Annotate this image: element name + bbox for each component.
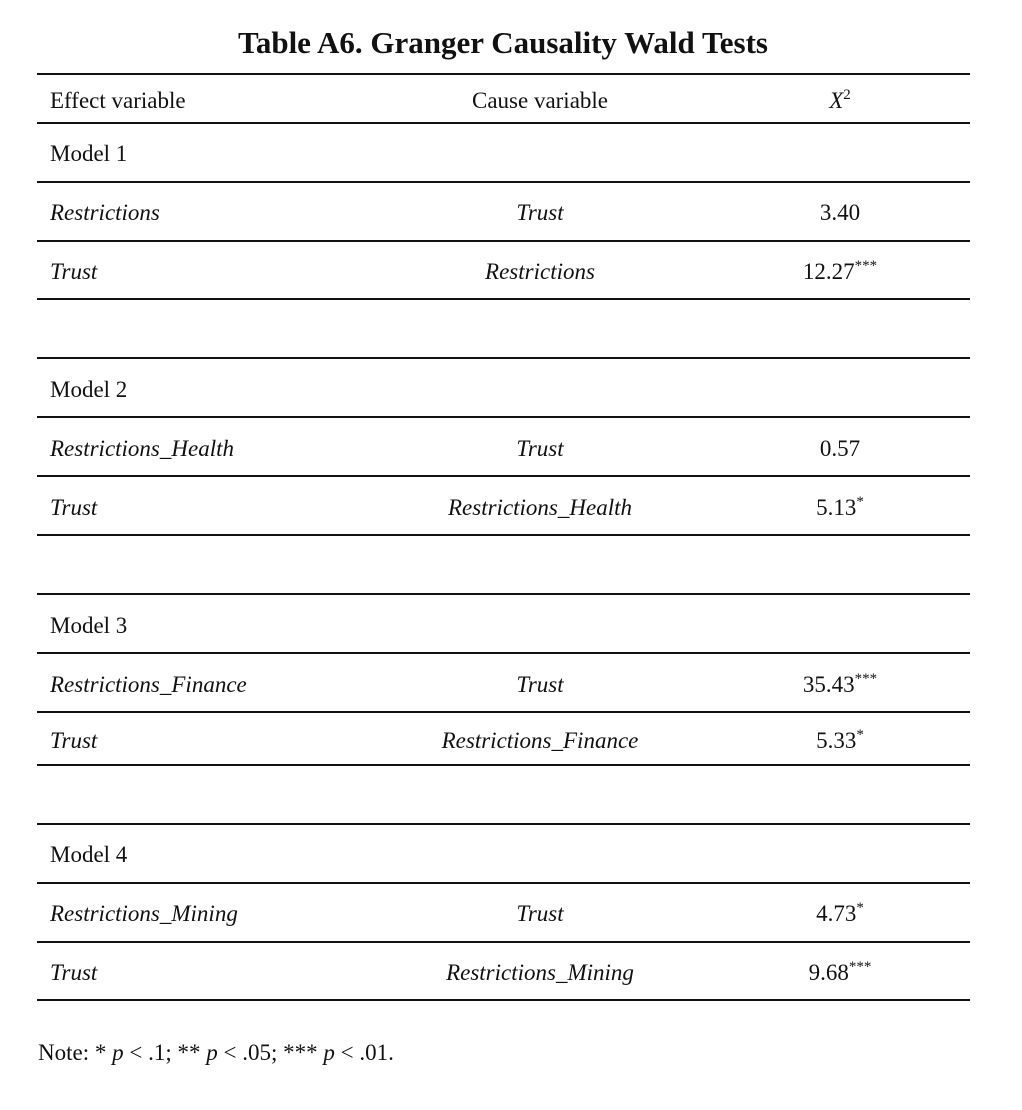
chi-square-cell	[740, 198, 940, 228]
cause-variable-cell: Trust	[516, 200, 564, 225]
chi-square-value: 9.68	[808, 960, 849, 985]
section-rule	[37, 357, 970, 359]
model-rule	[37, 181, 970, 183]
model-rule	[37, 882, 970, 884]
effect-variable-cell: Trust	[50, 495, 98, 520]
table-note	[38, 1038, 394, 1068]
cause-variable-cell: Trust	[516, 901, 564, 926]
significance-stars: *	[856, 494, 864, 510]
note-p: p	[323, 1040, 335, 1065]
chi-square-cell	[740, 726, 940, 756]
cause-variable-cell: Restrictions_Finance	[441, 728, 639, 753]
cause-variable-cell: Restrictions_Mining	[446, 960, 634, 985]
top-rule	[37, 73, 970, 75]
cause-variable-cell: Trust	[516, 436, 564, 461]
note-threshold: < .1; **	[123, 1040, 207, 1065]
chi-superscript: 2	[843, 87, 851, 103]
effect-variable-cell: Restrictions	[50, 200, 160, 225]
effect-variable-cell: Restrictions_Health	[50, 436, 234, 461]
cause-variable-cell: Restrictions_Health	[448, 495, 632, 520]
chi-square-value: 3.40	[819, 200, 861, 225]
header-chi-square	[740, 86, 940, 116]
effect-variable-cell: Trust	[50, 960, 98, 985]
note-prefix: Note: *	[38, 1040, 113, 1065]
effect-variable-cell: Trust	[50, 728, 98, 753]
chi-square-value: 5.33	[816, 728, 857, 753]
chi-square-value: 35.43	[802, 672, 855, 697]
model-rule	[37, 652, 970, 654]
cause-variable-cell: Restrictions	[485, 259, 595, 284]
chi-square-cell	[740, 493, 940, 523]
chi-square-cell	[740, 899, 940, 929]
model-label: Model 1	[50, 141, 128, 166]
chi-square-cell	[740, 434, 940, 464]
row-rule	[37, 711, 970, 713]
chi-square-value: 5.13	[816, 495, 857, 520]
chi-square-value: 0.57	[819, 436, 861, 461]
note-p: p	[206, 1040, 218, 1065]
effect-variable-cell: Restrictions_Mining	[50, 901, 238, 926]
note-threshold: < .05; ***	[217, 1040, 324, 1065]
model-label: Model 4	[50, 842, 128, 867]
effect-variable-cell: Restrictions_Finance	[50, 672, 247, 697]
chi-square-value: 12.27	[802, 259, 855, 284]
chi-square-value: 4.73	[816, 901, 857, 926]
header-cause-variable: Cause variable	[471, 88, 609, 113]
effect-variable-cell: Trust	[50, 259, 98, 284]
significance-stars: ***	[854, 258, 878, 274]
row-rule	[37, 475, 970, 477]
significance-stars: *	[856, 900, 864, 916]
chi-square-cell	[740, 958, 940, 988]
section-rule	[37, 823, 970, 825]
bottom-rule	[37, 999, 970, 1001]
row-rule	[37, 941, 970, 943]
header-effect-variable: Effect variable	[50, 88, 186, 113]
significance-stars: *	[856, 727, 864, 743]
significance-stars: ***	[848, 959, 872, 975]
chi-square-cell	[740, 670, 940, 700]
row-rule	[37, 764, 970, 766]
chi-symbol: X	[829, 88, 844, 113]
model-label: Model 2	[50, 377, 128, 402]
note-p: p	[112, 1040, 124, 1065]
cause-variable-cell: Trust	[516, 672, 564, 697]
model-rule	[37, 416, 970, 418]
table-title: Table A6. Granger Causality Wald Tests	[238, 25, 768, 60]
section-rule	[37, 593, 970, 595]
row-rule	[37, 534, 970, 536]
row-rule	[37, 298, 970, 300]
significance-stars: ***	[854, 671, 878, 687]
chi-square-cell	[740, 257, 940, 287]
note-threshold: < .01.	[334, 1040, 394, 1065]
header-rule	[37, 122, 970, 124]
model-label: Model 3	[50, 613, 128, 638]
row-rule	[37, 240, 970, 242]
